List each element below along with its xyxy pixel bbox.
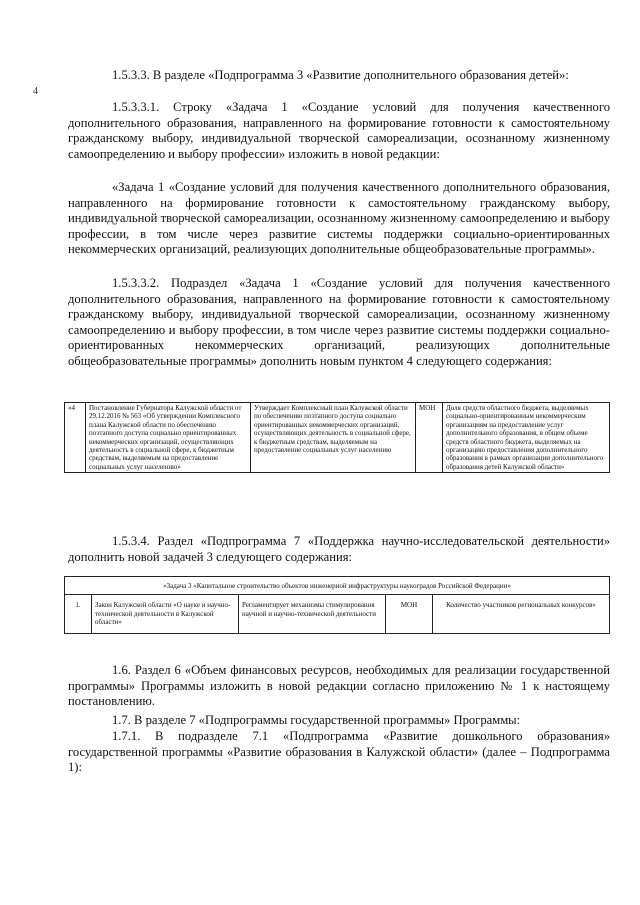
paragraph-1-7-1: 1.7.1. В подразделе 7.1 «Подпрограмма «Развитие дошкольного образования» государственной программы «Развитие образования в Калужской области» (далее – Подпрограмма 1):: [68, 729, 610, 775]
table-task-header: «Задача 3 «Капитальное строительство объектов инженерной инфраструктуры наукоградов Российской Федерации»: [65, 577, 610, 595]
paragraph-task-1-quote: «Задача 1 «Создание условий для получения качественного дополнительного образования, направленного на формирование готовности к самостоятельному гражданскому выбору, индивидуальной творческой самореализации, осознанному жизненному самоопределению и выбору профессии, в том числе через развитие системы поддержки социально-ориентированных некоммерческих организаций, реализующих дополнительные общеобразовательные программы».: [68, 180, 610, 257]
paragraph-1-5-3-3-1: 1.5.3.3.1. Строку «Задача 1 «Создание условий для получения качественного дополнительного образования, направленного на формирование готовности к самостоятельному гражданскому выбору, индивидуальной творческой самореализации, осознанному жизненному самоопределению и выбору профессии» изложить в новой редакции:: [68, 100, 610, 161]
table-row: [65, 403, 610, 473]
table-header-row: [65, 577, 610, 595]
table-row: [65, 595, 610, 633]
paragraph-1-6: 1.6. Раздел 6 «Объем финансовых ресурсов, необходимых для реализации государственной программы» Программы изложить в новой редакции согласно приложению № 1 к настоящему постановлению.: [68, 663, 610, 709]
table-cell-act: Постановление Губернатора Калужской области от 29.12.2016 № 563 «Об утверждении Комплексного плана Калужской области по обеспечению поэтапного доступа социально ориентированных некоммерческих организаций, осуществляющих деятельность в социальной сфере, к бюджетным средствам, выделяемым на предоставление социальных услуг населению»: [86, 403, 251, 473]
table-cell-act: Закон Калужской области «О науке и научно-технической деятельности в Калужской области»: [92, 595, 239, 633]
table-cell-subject: Утверждает Комплексный план Калужской области по обеспечению поэтапного доступа социально ориентированных некоммерческих организаций, осуществляющих деятельность в социальной сфере, к бюджетным средствам, выделяемым на предоставление социальных услуг населению: [251, 403, 416, 473]
table-point-4: [64, 402, 610, 473]
paragraph-1-5-3-3: 1.5.3.3. В разделе «Подпрограмма 3 «Развитие дополнительного образования детей»:: [112, 68, 569, 82]
table-task-3: [64, 576, 610, 634]
table-cell-indicator: Количество участников региональных конкурсов»: [433, 595, 610, 633]
paragraph-1-5-3-4: 1.5.3.4. Раздел «Подпрограмма 7 «Поддержка научно-исследовательской деятельности» дополнить новой задачей 3 следующего содержания:: [68, 534, 610, 564]
table-cell-org: МОН: [386, 595, 433, 633]
table-cell-indicator: Доля средств областного бюджета, выделяемых социально-ориентированным некоммерческим организациям на предоставление услуг дополнительного образования, в общем объеме средств областного бюджета, выделяемых на организацию предоставления дополнительного образования в рамках организации дополнительного образования детей Калужской области»: [443, 403, 610, 473]
paragraph-1-5-3-3-2: 1.5.3.3.2. Подраздел «Задача 1 «Создание условий для получения качественного дополнительного образования, направленного на формирование готовности к самостоятельному гражданскому выбору, индивидуальной творческой самореализации, осознанному жизненному самоопределению и выбору профессии, в том числе через развитие системы поддержки социально-ориентированных некоммерческих организаций, реализующих дополнительные общеобразовательные программы» дополнить новым пунктом 4 следующего содержания:: [68, 276, 610, 368]
table-cell-num: 1.: [65, 595, 92, 633]
table-cell-org: МОН: [416, 403, 443, 473]
margin-mark: 4: [33, 86, 38, 97]
table-cell-subject: Регламентирует механизмы стимулирования научной и научно-технической деятельности: [239, 595, 386, 633]
table-cell-num: «4: [65, 403, 86, 473]
paragraph-1-7: 1.7. В разделе 7 «Подпрограммы государственной программы» Программы:: [112, 713, 521, 727]
